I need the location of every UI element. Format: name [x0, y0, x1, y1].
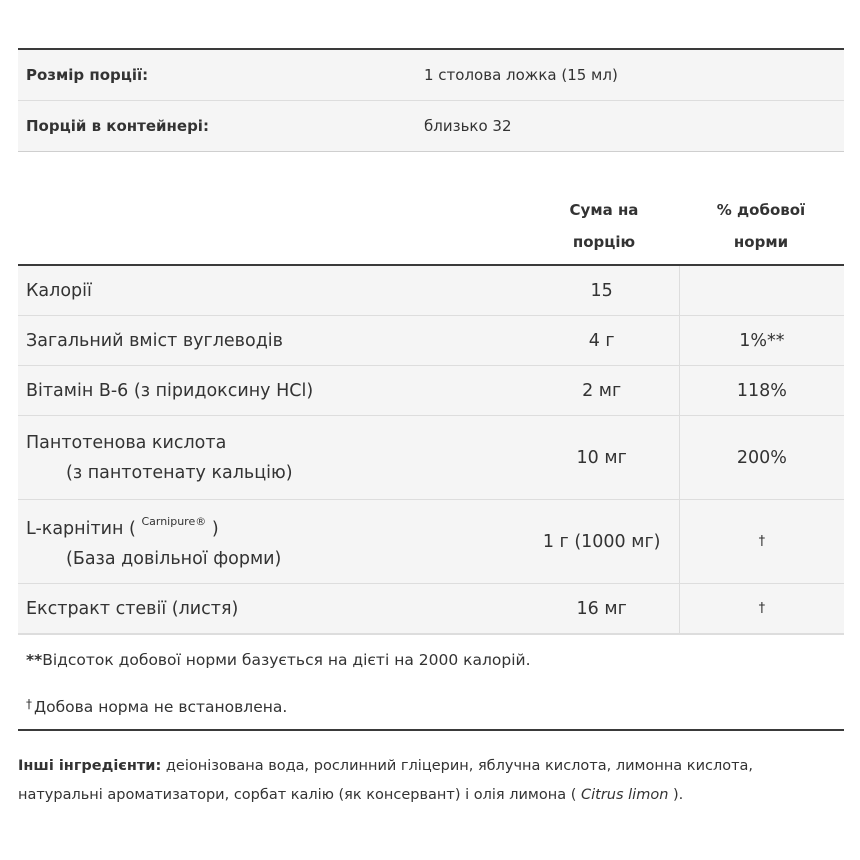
- brand-superscript: Carnipure®: [141, 515, 207, 529]
- footnote-mark: **: [26, 651, 43, 669]
- serving-size-row: [18, 50, 844, 100]
- other-ingredients-text: деіонізована вода, рослинний гліцерин, яблучна кислота, лимонна кислота, натуральні ароматизатори, сорбат калію (як консервант) і олія лимона (: [18, 758, 754, 803]
- footnote-mark: †: [26, 697, 32, 711]
- nutrient-amount: 10 мг: [576, 447, 627, 468]
- nutrient-name-suffix: ): [211, 518, 219, 539]
- nutrient-name-prefix: L-карнітин (: [26, 518, 136, 539]
- table-row: [18, 416, 844, 500]
- footnote-no-daily-value: [18, 685, 844, 729]
- nutrient-name-text: Екстракт стевії (листя): [26, 598, 239, 619]
- serving-size-value: 1 столова ложка (15 мл): [424, 66, 618, 84]
- nutrient-name: [18, 366, 525, 415]
- nutrient-amount: 2 мг: [582, 380, 622, 401]
- nutrient-name: [18, 416, 525, 499]
- nutrient-amount: 1 г (1000 мг): [542, 531, 661, 552]
- table-row: [18, 584, 844, 634]
- nutrient-name: [18, 316, 525, 365]
- footnote-text: Добова норма не встановлена.: [34, 698, 288, 716]
- other-ingredients-end: ).: [673, 787, 684, 803]
- amount-header-line1: Сума на: [569, 201, 639, 219]
- nutrient-daily-value: †: [679, 584, 844, 633]
- table-row: [18, 316, 844, 366]
- servings-per-container-label: Порцій в контейнері:: [26, 117, 209, 135]
- daily-value-header: [678, 194, 844, 264]
- nutrient-name: [18, 266, 525, 315]
- table-row: [18, 366, 844, 416]
- footnote-text: Відсоток добової норми базується на дієті на 2000 калорій.: [42, 651, 531, 669]
- servings-per-container-value: близько 32: [424, 117, 512, 135]
- table-row: [18, 266, 844, 316]
- nutrient-name-subtext: (База довільної форми): [66, 548, 282, 569]
- servings-per-container-row: [18, 100, 844, 151]
- nutrient-name: [18, 500, 525, 583]
- nutrient-daily-value: †: [679, 500, 844, 583]
- nutrient-name-text: Загальний вміст вуглеводів: [26, 330, 283, 351]
- nutrient-name-text: Пантотенова кислота: [26, 432, 227, 453]
- dv-header-line2: норми: [733, 233, 789, 251]
- other-ingredients: [18, 752, 808, 810]
- serving-info-table: [18, 48, 844, 152]
- amount-header-line2: порцію: [572, 233, 636, 251]
- nutrient-name-subtext: (з пантотенату кальцію): [66, 462, 293, 483]
- nutrient-table-header: [18, 152, 844, 266]
- bottom-divider: [18, 729, 844, 731]
- serving-size-label: Розмір порції:: [26, 66, 149, 84]
- table-row: [18, 500, 844, 584]
- nutrient-amount: 15: [590, 280, 613, 301]
- nutrient-name-text: Вітамін B-6 (з піридоксину HCl): [26, 380, 314, 401]
- amount-per-serving-header: [530, 194, 678, 264]
- nutrient-name-text: Калорії: [26, 280, 92, 301]
- footnote-daily-value-basis: [18, 634, 844, 685]
- nutrient-name-text: [26, 509, 525, 544]
- nutrient-daily-value: [679, 266, 844, 315]
- nutrient-daily-value: 118%: [679, 366, 844, 415]
- dv-header-line1: % добової: [716, 201, 806, 219]
- nutrient-name: [18, 584, 525, 633]
- nutrient-amount: 4 г: [588, 330, 615, 351]
- latin-name: Citrus limon: [580, 787, 669, 803]
- other-ingredients-label: Інші інгредієнти:: [18, 758, 162, 774]
- supplement-facts: [18, 48, 844, 731]
- nutrient-daily-value: 200%: [679, 416, 844, 499]
- nutrient-daily-value: 1%**: [679, 316, 844, 365]
- nutrient-amount: 16 мг: [576, 598, 627, 619]
